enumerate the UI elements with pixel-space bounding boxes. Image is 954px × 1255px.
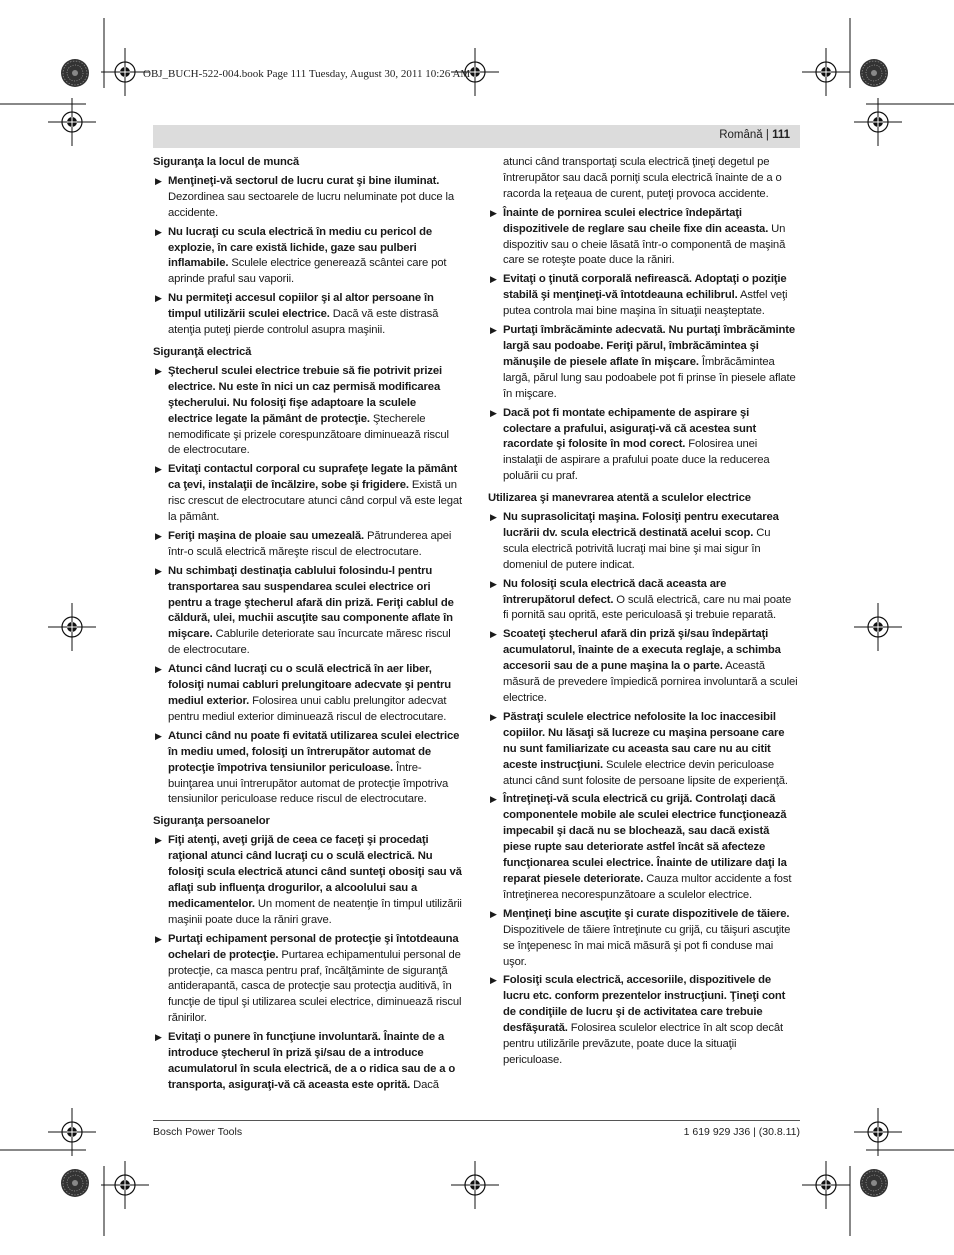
bullet-arrow-icon: ▶ [155,933,162,944]
item-instruction: Nu permiteţi accesul copiilor şi al altor persoane în timpul utilizării sculei electrice. [168,292,434,321]
header-language: Română [719,129,763,141]
item-instruction: Feriţi maşina de ploaie sau umezeală. [168,529,364,542]
safety-item [153,932,463,1027]
item-explanation: Sculele electrice generează scântei care pot aprinde praful sau vaporii. [168,257,447,286]
item-explanation: Folosirea unei instalaţii de aspirare a prafului poate duce la reducerea poluării cu praf. [503,438,770,483]
item-instruction: Atunci când lucraţi cu o sculă electrică în aer liber, folosiţi numai cabluri prelungitoare adecvate şi pentru mediul exterior. [168,663,452,707]
safety-item [488,577,798,625]
item-instruction: Nu lucraţi cu scula electrică în mediu cu pericol de explozie, în care există lichide, gaze sau pulberi inflamabile. [168,225,433,270]
item-instruction: Scoateţi ştecherul afară din priză şi/sau îndepărtaţi acumulatorul, înainte de a executa reglaje, a schimba accesorii sau de a pune maşina la o parte. [503,628,781,673]
left-column [153,155,463,1097]
bullet-arrow-icon: ▶ [155,1032,162,1043]
footer-rule [153,1120,800,1121]
item-instruction: Purtaţi echipament personal de protecţie şi întotdeauna ochelari de protecţie. [168,932,459,961]
bullet-arrow-icon: ▶ [490,274,497,285]
bullet-arrow-icon: ▶ [155,464,162,475]
bullet-arrow-icon: ▶ [155,226,162,237]
header-separator: | [765,129,769,141]
item-instruction: Păstraţi sculele electrice nefolosite la loc inaccesibil copiilor. Nu lăsaţi să lucreze cu maşina persoane care nu sunt familiarizate cu aceasta sau care nu au citit aceste instrucţiuni. [503,710,785,771]
item-explanation: Există un risc crescut de electrocutare atunci când corpul vă este legat la pământ. [168,479,462,524]
bullet-arrow-icon: ▶ [490,794,497,805]
safety-item [153,529,463,561]
bullet-arrow-icon: ▶ [490,407,497,418]
bullet-arrow-icon: ▶ [490,975,497,986]
section-heading: Siguranţa la locul de muncă [153,156,299,168]
safety-item [153,225,463,289]
bullet-arrow-icon: ▶ [490,908,497,919]
header-text [719,129,790,141]
safety-item [488,206,798,270]
bullet-arrow-icon: ▶ [155,730,162,741]
item-instruction: Nu folosiţi scula electrică dacă aceasta are întrerupătorul defect. [503,577,727,606]
safety-item [488,406,798,486]
item-explanation: Un dispozitiv sau o cheie lăsată într-o componentă de maşină care se roteşte poate duce la răniri. [503,222,786,267]
item-explanation: Dacă [410,1078,439,1091]
item-instruction: Menţineţi bine ascuţite şi curate dispozitivele de tăiere. [503,907,790,920]
safety-item [153,174,463,222]
item-instruction: Nu schimbaţi destinaţia cablului folosindu-l pentru transportarea sau suspendarea sculei electrice ori pentru a trage ştecherul afară din priză. Feriţi cablul de căldură, ulei, muchii ascuţite sau componente aflate în mişcare. [168,564,454,641]
item-explanation: Astfel veţi putea controla mai bine maşina în situaţii neaşteptate. [503,289,788,318]
page-number: 111 [772,129,790,141]
right-column [488,155,798,1072]
item-instruction: Evitaţi o ţinută corporală nefirească. Adoptaţi o poziţie stabilă şi menţineţi-vă întotdeauna echilibrul. [503,273,787,302]
item-instruction: Înainte de pornirea sculei electrice îndepărtaţi dispozitivele de reglare sau cheile fixe din aceasta. [503,206,769,235]
bullet-arrow-icon: ▶ [490,629,497,640]
item-explanation: O sculă electrică, care nu mai poate fi pornită sau oprită, este periculoasă şi trebuie reparată. [503,593,792,622]
safety-item [153,564,463,659]
bullet-arrow-icon: ▶ [155,293,162,304]
section-heading: Siguranţa persoanelor [153,815,270,828]
slug-line: OBJ_BUCH-522-004.book Page 111 Tuesday, August 30, 2011 10:26 AM [143,68,471,80]
item-explanation: Un moment de neatenţie în timpul utilizării maşinii poate duce la răniri grave. [168,897,462,926]
item-explanation: Cablurile deteriorate sau încurcate măresc riscul de electrocutare. [168,628,451,657]
safety-item [488,973,798,1068]
safety-item [488,323,798,403]
running-header [153,125,800,148]
item-explanation: Folosirea sculelor electrice în alt scop decât pentru utilizările prevăzute, poate duce la situaţii periculoase. [503,1022,783,1066]
bullet-arrow-icon: ▶ [155,664,162,675]
item-explanation: Dispozitivele de tăiere întreţinute cu grijă, cu tăişuri ascuţite se înţepenesc în mai mică măsură şi pot fi conduse mai uşor. [503,923,791,968]
item-explanation: Dacă vă este distrasă atenţia puteţi pierde controlul asupra maşinii. [168,308,439,337]
item-explanation: Cu scula electrică potrivită lucraţi mai bine şi mai sigur în domeniul de putere indicat. [503,526,771,571]
item-instruction: Întreţineţi-vă scula electrică cu grijă. Controlaţi dacă componentele mobile ale sculei electrice funcţionează impecabil şi dacă nu se blochează, sau dacă există piese rupte sau deteriorate astfel încât să afecteze funcţionarea sculei electrice. Înainte de utilizare daţi la reparat piesele deteriorate. [503,793,787,885]
item-instruction: Purtaţi îmbrăcăminte adecvată. Nu purtaţi îmbrăcăminte largă sau podoabe. Feriţi părul, îmbrăcămintea şi mănuşile de piesele aflate în mişcare. [503,324,795,368]
item-explanation: Dezordinea sau sectoarele de lucru neluminate pot duce la accidente. [168,190,454,219]
section-heading: Utilizarea şi manevrarea atentă a sculelor electrice [488,492,751,505]
item-instruction: Dacă pot fi montate echipamente de aspirare şi colectare a prafului, asiguraţi-vă că acestea sunt racordate şi folosite în mod corect. [503,406,757,451]
item-instruction: Atunci când nu poate fi evitată utilizarea sculei electrice în mediu umed, folosiţi un întrerupător automat de protecţie împotriva tensiunilor periculoase. [168,729,460,774]
item-instruction: Folosiţi scula electrică, accesoriile, dispozitivele de lucru etc. conform prezentelor instrucţiuni. Ţineţi cont de condiţiile de lucru şi de activitatea care trebuie desfăşurată. [503,974,786,1035]
footer-publisher: Bosch Power Tools [153,1126,243,1138]
item-explanation: Pătrunderea apei într-o sculă electrică măreşte riscul de electrocutare. [168,529,452,558]
bullet-arrow-icon: ▶ [490,325,497,336]
safety-item [488,907,798,971]
item-explanation: Îmbrăcămintea largă, părul lung sau podoabele pot fi prinse în piesele aflate în mişcare. [503,355,796,400]
bullet-arrow-icon: ▶ [155,565,162,576]
item-instruction: Menţineţi-vă sectorul de lucru curat şi bine iluminat. [168,174,440,187]
continued-text: atunci când transportaţi scula electrică ţineţi degetul pe întrerupător sau dacă porniţi scula electrică înainte de a o racorda la reţeaua de curent, puteţi provoca accidente. [503,156,782,200]
item-explanation: Cauza multor accidente a fost întreţinerea necorespunzătoare a sculelor electrice. [503,872,792,901]
bullet-arrow-icon: ▶ [490,207,497,218]
item-instruction: Nu suprasolicitaţi maşina. Folosiţi pentru executarea lucrării dv. scula electrică destinată acelui scop. [503,511,779,539]
bullet-arrow-icon: ▶ [490,512,497,523]
bullet-arrow-icon: ▶ [155,365,162,376]
bullet-arrow-icon: ▶ [155,530,162,541]
safety-item [153,662,463,726]
safety-item [153,291,463,339]
bullet-arrow-icon: ▶ [490,711,497,722]
item-instruction: Fiţi atenţi, aveţi grijă de ceea ce faceţi şi procedaţi raţional atunci când lucraţi cu o sculă electrică. Nu folosiţi scula electrică atunci când sunteţi obosiţi sau vă aflaţi sub influenţa drogurilor, a alcoolului sau a medicamentelor. [168,834,462,910]
safety-item [153,1030,463,1094]
item-instruction: Ştecherul sculei electrice trebuie să fie potrivit prizei electrice. Nu este în nici un caz permisă modificarea ştecherului. Nu folosiţi fişe adaptoare la sculele electrice legate la pământ de protecţie. [168,364,442,425]
item-explanation: Folosirea unui cablu prelungitor adecvat pentru mediul exterior diminuează riscul de electrocutare. [168,695,447,723]
item-explanation: Această măsură de prevedere împiedică pornirea involuntară a sculei electrice. [503,660,798,704]
safety-item [488,510,798,574]
safety-item [153,833,463,928]
safety-item [488,792,798,903]
bullet-arrow-icon: ▶ [490,578,497,589]
bullet-arrow-icon: ▶ [155,835,162,846]
item-explanation: Între-buinţarea unui întrerupător automat de protecţie împotriva tensiunilor periculoase reduce riscul de electrocutare. [168,761,449,806]
safety-item [153,364,463,459]
item-explanation: Purtarea echipamentului personal de protecţie, ca masca pentru praf, încălţăminte de siguranţă antiderapantă, casca de protecţie sau protecţia auditivă, în funcţie de tipul şi utilizarea sculei electrice, diminuează riscul rănirilor. [168,948,462,1025]
item-explanation: Sculele electrice devin periculoase atunci când sunt folosite de persoane lipsite de experienţă. [503,758,788,787]
safety-item [488,710,798,790]
safety-item [153,462,463,526]
bullet-arrow-icon: ▶ [155,175,162,186]
item-instruction: Evitaţi contactul corporal cu suprafeţe legate la pământ ca ţevi, instalaţii de încălzire, sobe şi frigidere. [168,463,458,492]
item-explanation: Ştecherele nemodificate şi prizele corespunzătoare diminuează riscul de electrocutare. [168,412,449,457]
safety-item [488,272,798,320]
safety-item [488,627,798,707]
footer-doc-code: 1 619 929 J36 | (30.8.11) [683,1126,800,1138]
section-heading: Siguranţă electrică [153,345,252,358]
safety-item [153,729,463,809]
item-instruction: Evitaţi o punere în funcţiune involuntară. Înainte de a introduce ştecherul în priză şi/sau de a introduce acumulatorul în scula electrică, de a o ridica sau de a o transporta, asiguraţi-vă că aceasta este oprită. [168,1031,456,1091]
